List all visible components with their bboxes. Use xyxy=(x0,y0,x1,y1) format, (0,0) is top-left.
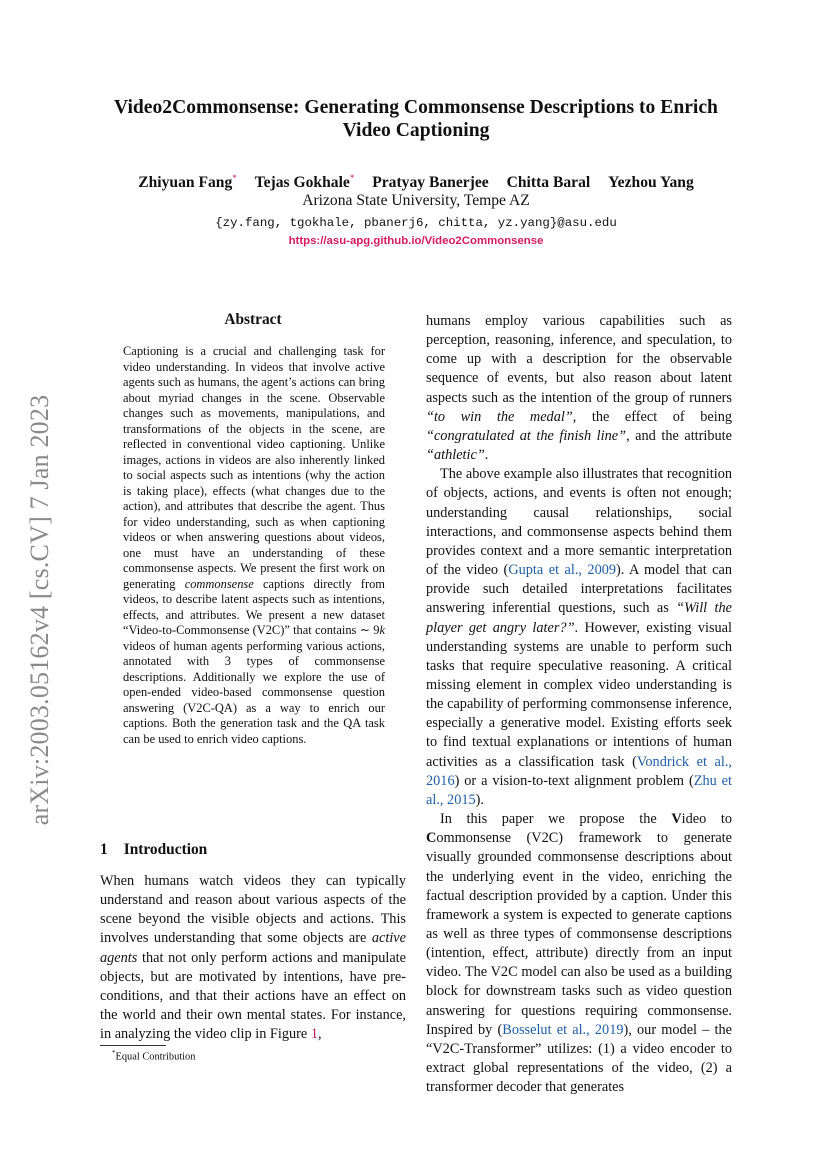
author-name: Yezhou Yang xyxy=(608,174,694,192)
author-list xyxy=(100,173,732,192)
author xyxy=(372,174,488,191)
paragraph: In this paper we propose the Video to Commonsense (V2C) framework to generate visually grounded commonsense descriptions about the underlying event in the video, enriching the factual description provided by a caption. Under this framework a system is expected to generate captions as well as three types of commonsense descriptions (intention, effect, attribute) directly from an input video. The V2C model can also be used as a building block for downstream tasks such as video question answering for questions requiring commonsense. Inspired by (Bosselut et al., 2019), our model – the “V2C-Transformer” utilizes: (1) a video encoder to extract global representations of the video, (2) a transformer decoder that generates xyxy=(426,811,732,1096)
right-column xyxy=(426,312,732,1097)
author xyxy=(255,174,355,191)
author xyxy=(507,174,591,191)
equal-contribution-mark[interactable]: * xyxy=(232,173,237,183)
footnote: *Equal Contribution xyxy=(112,1049,196,1063)
section-heading-introduction xyxy=(100,841,207,859)
section-number: 1 xyxy=(100,841,108,858)
introduction-paragraph: When humans watch videos they can typically understand and reason about various aspects of the scene beyond the visible objects and actions. This involves understanding that some objects are active agents that not only perform actions and manipulate objects, but are motivated by intentions, have pre-conditions, and that their actions have an effect on the world and their own mental states. For instance, in analyzing the video clip in Figure 1, xyxy=(100,873,406,1043)
paragraph: The above example also illustrates that recognition of objects, actions, and events is often not enough; understanding causal relationships, social interactions, and commonsense aspects behind them provides context and a more semantic interpretation of the video (Gupta et al., 2009). A model that can provide such detailed interpretations facilitates answering inferential questions, such as “Will the player get angry later?”. However, existing visual understanding systems are unable to perform such tasks that require speculative reasoning. A critical missing element in complex video understanding is the capability of performing commonsense inference, especially a generative model. Existing efforts seek to find textual explanations or intentions of human activities as a classification task (Vondrick et al., 2016) or a vision-to-text alignment problem (Zhu et al., 2015). xyxy=(426,466,733,808)
section-title: Introduction xyxy=(123,841,208,858)
citation-link[interactable]: Vondrick et al., 2016 xyxy=(426,753,732,789)
abstract-text: Captioning is a crucial and challenging task for video understanding. In videos that involve active agents such as humans, the agent’s actions can bring about myriad changes in the scene. Observable changes such as movements, manipulations, and transformations of the objects in the scene, are reflected in conventional video captioning. Unlike images, actions in videos are also inherently linked to social aspects such as intentions (why the action is taking place), effects (what changes due to the action), and attributes that describe the agent. Thus for video understanding, such as when captioning videos or when answering questions about videos, one must have an understanding of these commonsense aspects. We present the first work on generating commonsense captions directly from videos, to describe latent aspects such as intentions, effects, and attributes. We present a new dataset “Video-to-Commonsense (V2C)” that contains ∼ 9k videos of human agents performing various actions, annotated with 3 types of commonsense descriptions. Additionally we explore the use of open-ended video-based commonsense question answering (V2C-QA) as a way to enrich our captions. Both the generation task and the QA task can be used to enrich video captions. xyxy=(123,344,385,746)
title-line-1: Video2Commonsense: Generating Commonsense Descriptions to Enrich xyxy=(114,97,718,118)
author-name: Chitta Baral xyxy=(506,174,591,192)
author-name: Pratyay Banerjee xyxy=(372,174,489,192)
figure-reference-link[interactable]: 1 xyxy=(310,1026,318,1043)
author xyxy=(138,174,237,191)
citation-link[interactable]: Bosselut et al., 2019 xyxy=(502,1021,624,1038)
citation-link[interactable]: Gupta et al., 2009 xyxy=(508,562,617,579)
paragraph: humans employ various capabilities such as perception, reasoning, inference, and speculation, to come up with a description for the observable sequence of events, but also reason about latent aspects such as the intention of the group of runners “to win the medal”, the effect of being “congratulated at the finish line”, and the attribute “athletic”. xyxy=(426,313,732,464)
footnote-rule xyxy=(100,1045,166,1046)
paper-title xyxy=(100,96,732,142)
author xyxy=(608,174,694,191)
abstract-heading: Abstract xyxy=(224,311,282,328)
project-url-link[interactable]: https://asu-apg.github.io/Video2Commonsense xyxy=(288,235,544,247)
author-emails: {zy.fang, tgokhale, pbanerj6, chitta, yz.yang}@asu.edu xyxy=(215,216,617,230)
arxiv-identifier: arXiv:2003.05162v4 [cs.CV] 7 Jan 2023 xyxy=(25,394,54,826)
author-name: Tejas Gokhale xyxy=(254,174,350,192)
title-line-2: Video Captioning xyxy=(342,120,490,141)
citation-link[interactable]: Zhu et al., 2015 xyxy=(426,772,732,808)
author-name: Zhiyuan Fang xyxy=(138,174,233,192)
equal-contribution-mark[interactable]: * xyxy=(349,173,355,183)
affiliation: Arizona State University, Tempe AZ xyxy=(302,192,530,209)
